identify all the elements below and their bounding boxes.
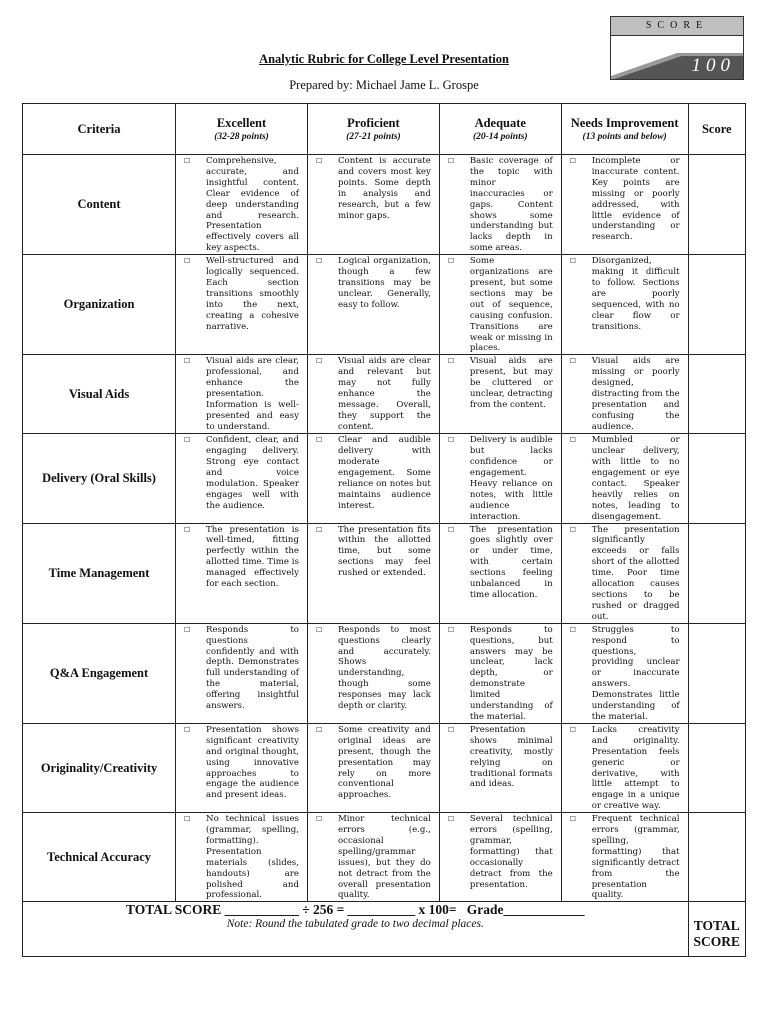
checkbox[interactable]: ☐ (184, 725, 191, 734)
descriptor-text: Struggles to respond to questions, providing unclear or inaccurate answers. Demonstrates little understanding of the material. (591, 624, 680, 722)
score-input-cell[interactable] (688, 723, 745, 812)
criterion-label: Delivery (Oral Skills) (23, 434, 176, 523)
score-input-cell[interactable] (688, 434, 745, 523)
descriptor-text: Minor technical errors (e.g., occasional spelling/grammar issues), but they do not detract from the overall presentation quality. (337, 814, 431, 901)
header-adequate: Adequate (20-14 points) (439, 104, 561, 155)
descriptor-cell-proficient (307, 155, 439, 255)
header-row (23, 104, 746, 155)
descriptor-text: No technical issues (grammar, spelling, formatting). Presentation materials (slides, handouts) are polished and professional. (206, 814, 299, 901)
score-input-cell[interactable] (688, 355, 745, 434)
rubric-row (23, 723, 746, 812)
criterion-label: Time Management (23, 523, 176, 623)
checkbox[interactable]: ☐ (315, 525, 323, 534)
descriptor-text: Presentation shows minimal creativity, mostly relying on traditional formats and ideas. (469, 724, 553, 790)
descriptor-text: The presentation significantly exceeds or falls short of the allotted time. Poor time allocation causes sections to be rushed or dragged out. (591, 524, 680, 622)
descriptor-cell-proficient (307, 623, 439, 723)
header-excellent: Excellent (32-28 points) (176, 104, 308, 155)
descriptor-text: Responds to questions confidently and with depth. Demonstrates full understanding of the material, offering insightful answers. (206, 624, 299, 712)
descriptor-text: Visual aids are clear, professional, and enhance the presentation. Information is well-presented and easy to understand. (206, 356, 299, 432)
descriptor-cell-adequate (439, 255, 561, 355)
rubric-row (23, 434, 746, 523)
checkbox[interactable]: ☐ (315, 725, 323, 734)
descriptor-cell-needs-improvement (561, 255, 688, 355)
score-input-cell[interactable] (688, 523, 745, 623)
criterion-label: Technical Accuracy (23, 813, 176, 902)
checkbox[interactable]: ☐ (184, 257, 191, 266)
checkbox[interactable]: ☐ (447, 257, 455, 266)
checkbox[interactable]: ☐ (447, 725, 455, 734)
descriptor-cell-excellent (176, 255, 308, 355)
descriptor-cell-proficient (307, 813, 439, 902)
checkbox[interactable]: ☐ (447, 357, 455, 366)
rubric-table (22, 103, 746, 957)
descriptor-cell-excellent (176, 355, 308, 434)
descriptor-cell-needs-improvement (561, 723, 688, 812)
checkbox[interactable]: ☐ (447, 436, 455, 445)
rubric-row (23, 813, 746, 902)
score-input-cell[interactable] (688, 623, 745, 723)
score-input-cell[interactable] (688, 813, 745, 902)
checkbox[interactable]: ☐ (569, 725, 576, 734)
descriptor-cell-excellent (176, 813, 308, 902)
checkbox[interactable]: ☐ (447, 525, 455, 534)
total-formula-cell (23, 902, 689, 957)
checkbox[interactable]: ☐ (184, 357, 191, 366)
descriptor-text: Frequent technical errors (grammar, spelling, formatting) that significantly detract from the presentation quality. (591, 814, 680, 901)
descriptor-text: Well-structured and logically sequenced. Each section transitions smoothly into the next, creating a cohesive narrative. (206, 256, 299, 332)
descriptor-cell-needs-improvement (561, 813, 688, 902)
score-input-cell[interactable] (688, 155, 745, 255)
rubric-row (23, 155, 746, 255)
checkbox[interactable]: ☐ (315, 257, 323, 266)
descriptor-text: The presentation goes slightly over or under time, with certain sections feeling unbalanced in time allocation. (469, 524, 553, 600)
checkbox[interactable]: ☐ (315, 625, 323, 634)
checkbox[interactable]: ☐ (569, 436, 576, 445)
descriptor-text: Comprehensive, accurate, and insightful content. Clear evidence of deep understanding and research. Presentation effectively covers all key aspects. (206, 156, 299, 254)
header-score: Score (688, 104, 745, 155)
descriptor-cell-excellent (176, 523, 308, 623)
descriptor-cell-proficient (307, 355, 439, 434)
descriptor-cell-adequate (439, 813, 561, 902)
checkbox[interactable]: ☐ (447, 157, 455, 165)
descriptor-cell-proficient (307, 255, 439, 355)
rubric-row (23, 523, 746, 623)
checkbox[interactable]: ☐ (447, 625, 455, 634)
descriptor-text: Visual aids are present, but may be cluttered or unclear, detracting from the content. (469, 356, 553, 410)
total-formula: TOTAL SCORE ___________ ÷ 256 = __________ x 100= Grade____________ (126, 902, 585, 918)
checkbox[interactable]: ☐ (569, 257, 576, 266)
checkbox[interactable]: ☐ (315, 436, 323, 445)
descriptor-text: Some organizations are present, but some sections may be out of sequence, causing confusion. Transitions are weak or missing in places. (469, 256, 553, 354)
descriptor-text: Lacks creativity and originality. Presentation feels generic or derivative, with little attempt to engage in a unique or creative way. (591, 724, 680, 812)
descriptor-cell-needs-improvement (561, 623, 688, 723)
descriptor-cell-needs-improvement (561, 355, 688, 434)
descriptor-cell-excellent (176, 723, 308, 812)
descriptor-text: Some creativity and original ideas are present, though the presentation may rely on more conventional approaches. (337, 724, 431, 801)
descriptor-cell-needs-improvement (561, 434, 688, 523)
rubric-row (23, 255, 746, 355)
checkbox[interactable]: ☐ (569, 525, 576, 534)
descriptor-text: Disorganized, making it difficult to follow. Sections are poorly sequenced, with no clear flow or transitions. (591, 256, 680, 332)
descriptor-text: Responds to most questions clearly and accurately. Shows understanding, though some responses may lack depth or clarity. (337, 624, 431, 712)
criterion-label: Originality/Creativity (23, 723, 176, 812)
criterion-label: Organization (23, 255, 176, 355)
score-input-cell[interactable] (688, 255, 745, 355)
rubric-row (23, 355, 746, 434)
checkbox[interactable]: ☐ (315, 157, 323, 165)
descriptor-cell-excellent (176, 155, 308, 255)
descriptor-text: Several technical errors (spelling, grammar, formatting) that occasionally detract from the presentation. (469, 814, 553, 890)
descriptor-text: Visual aids are clear and relevant but may not fully enhance the message. Overall, they support the content. (337, 356, 431, 432)
rounding-note: Note: Round the tabulated grade to two decimal places. (226, 918, 484, 931)
total-score-label: TOTAL SCORE (693, 918, 741, 950)
checkbox[interactable]: ☐ (447, 815, 455, 824)
descriptor-text: Basic coverage of the topic with minor inaccuracies or gaps. Content shows some understanding but lacks depth in some areas. (469, 156, 553, 254)
descriptor-cell-adequate (439, 623, 561, 723)
checkbox[interactable]: ☐ (569, 815, 576, 824)
checkbox[interactable]: ☐ (569, 625, 576, 634)
descriptor-text: Confident, clear, and engaging delivery. Strong eye contact and voice modulation. Speaker engages well with the audience. (206, 435, 299, 511)
checkbox[interactable]: ☐ (569, 357, 576, 366)
checkbox[interactable]: ☐ (184, 625, 191, 634)
descriptor-cell-needs-improvement (561, 155, 688, 255)
rubric-row (23, 623, 746, 723)
criterion-label: Q&A Engagement (23, 623, 176, 723)
criterion-label: Content (23, 155, 176, 255)
checkbox[interactable]: ☐ (315, 815, 323, 824)
document-title: Analytic Rubric for College Level Presentation (259, 52, 509, 66)
descriptor-cell-adequate (439, 723, 561, 812)
total-score-label-cell (688, 902, 745, 957)
descriptor-cell-adequate (439, 355, 561, 434)
descriptor-text: Responds to questions, but answers may be unclear, lack depth, or demonstrate limited understanding of the material. (469, 624, 553, 722)
descriptor-text: Content is accurate and covers most key points. Some depth in analysis and research, but a few minor gaps. (337, 156, 431, 221)
descriptor-cell-proficient (307, 523, 439, 623)
total-row (23, 902, 746, 957)
descriptor-text: The presentation is well-timed, fitting perfectly within the allotted time. Time is managed effectively for each section. (206, 524, 299, 590)
descriptor-text: Clear and audible delivery with moderate engagement. Some reliance on notes but maintains audience interest. (337, 435, 431, 511)
descriptor-text: The presentation fits within the allotted time, but some sections may feel rushed or extended. (337, 524, 431, 579)
header-needs-improvement: Needs Improvement (13 points and below) (561, 104, 688, 155)
score-label: SCORE (610, 16, 744, 36)
rubric-body (23, 155, 746, 902)
descriptor-cell-excellent (176, 434, 308, 523)
checkbox[interactable]: ☐ (315, 357, 323, 366)
criterion-label: Visual Aids (23, 355, 176, 434)
descriptor-cell-proficient (307, 723, 439, 812)
score-box (610, 16, 744, 80)
descriptor-cell-adequate (439, 434, 561, 523)
checkbox[interactable]: ☐ (184, 815, 191, 824)
header-proficient: Proficient (27-21 points) (307, 104, 439, 155)
descriptor-text: Incomplete or inaccurate content. Key points are missing or poorly addressed, with little evidence of understanding or research. (591, 156, 680, 243)
descriptor-text: Mumbled or unclear delivery, with little to no engagement or eye contact. Speaker heavily relies on notes, leading to disengagement. (591, 435, 680, 522)
checkbox[interactable]: ☐ (184, 157, 191, 165)
descriptor-cell-needs-improvement (561, 523, 688, 623)
descriptor-text: Visual aids are missing or poorly designed, distracting from the presentation and confusing the audience. (591, 356, 680, 432)
descriptor-text: Logical organization, though a few transitions may be unclear. Generally, easy to follow. (337, 256, 431, 310)
descriptor-cell-proficient (307, 434, 439, 523)
checkbox[interactable]: ☐ (184, 436, 191, 445)
score-value: 100 (691, 55, 735, 76)
checkbox[interactable]: ☐ (184, 525, 191, 534)
header-criteria: Criteria (23, 104, 176, 155)
document-subtitle: Prepared by: Michael Jame L. Grospe (289, 78, 479, 92)
descriptor-text: Delivery is audible but lacks confidence or engagement. Heavy reliance on notes, with little audience interaction. (469, 435, 553, 522)
descriptor-cell-adequate (439, 155, 561, 255)
descriptor-cell-adequate (439, 523, 561, 623)
descriptor-text: Presentation shows significant creativity and original thought, using innovative approaches to engage the audience and present ideas. (206, 724, 299, 801)
checkbox[interactable]: ☐ (569, 157, 576, 165)
descriptor-cell-excellent (176, 623, 308, 723)
